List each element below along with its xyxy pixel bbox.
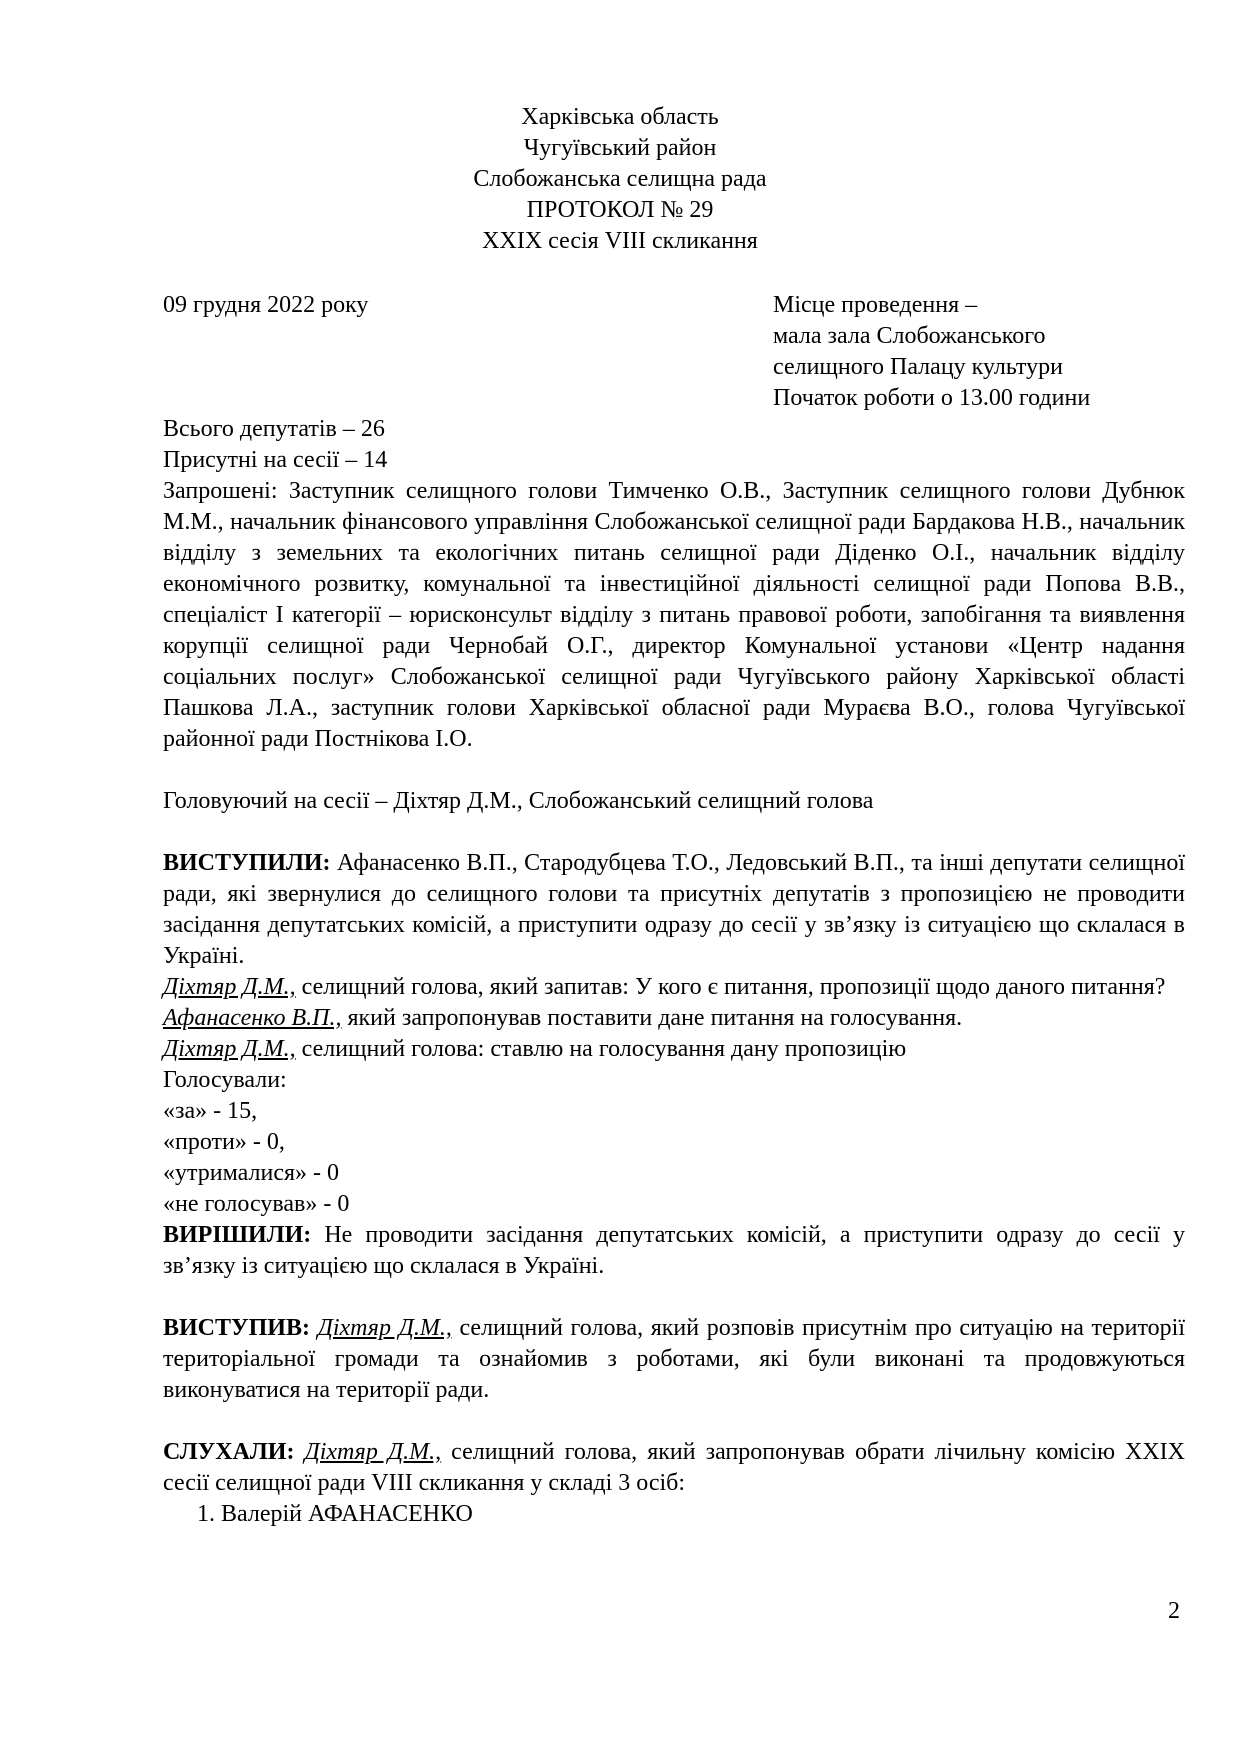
vote-against: «проти» - 0, (163, 1129, 285, 1155)
speaker-name: Діхтяр Д.М., (304, 1439, 442, 1465)
heard-text: селищний голова, який запропонував обрати лічильну комісію XXIX сесії селищної ради VIII скликання у складі 3 осіб: (163, 1439, 1186, 1496)
session-line: XXIX сесія VIII скликання (482, 228, 758, 254)
speaker-text: який запропонував поставити дане питання на голосування. (341, 1005, 963, 1031)
council-line: Слобожанська селищна рада (473, 166, 767, 192)
present-deputies: Присутні на сесії – 14 (163, 447, 388, 473)
decision-label: ВИРІШИЛИ: (163, 1222, 312, 1248)
speaker-vote-call (163, 1034, 1185, 1065)
vote-none: «не голосував» - 0 (163, 1191, 350, 1217)
start-time: Початок роботи о 13.00 години (773, 385, 1091, 411)
speech-text: селищний голова, який розповів присутнім про ситуацію на території територіальної громади та ознайомив з роботами, які були виконані та продовжуються виконуватися на території ради. (163, 1315, 1185, 1403)
chair-line: Головуючий на сесії – Діхтяр Д.М., Слобожанський селищний голова (163, 788, 874, 814)
speaker-name: Афанасенко В.П., (163, 1005, 342, 1031)
speakers-text: Афанасенко В.П., Стародубцева Т.О., Ледовський В.П., та інші депутати селищної ради, які звернулися до селищного голови та присутніх депутатів з пропозицією не проводити засідання депутатських комісій, а приступити одразу до сесії у зв’язку із ситуацією що склалася в Україні. (163, 850, 1185, 969)
region-line: Харківська область (521, 104, 719, 130)
place-line2: селищного Палацу культури (773, 354, 1063, 380)
total-deputies: Всього депутатів – 26 (163, 416, 385, 442)
speaker-text: селищний голова: ставлю на голосування дану пропозицію (295, 1036, 907, 1062)
district-line: Чугуївський район (523, 135, 717, 161)
voted-label: Голосували: (163, 1067, 287, 1093)
speech-label: ВИСТУПИВ: (163, 1315, 310, 1341)
heard-label: СЛУХАЛИ: (163, 1439, 295, 1465)
meeting-place (773, 290, 1090, 414)
vote-for: «за» - 15, (163, 1098, 258, 1124)
speaker-name: Діхтяр Д.М., (163, 974, 296, 1000)
speaker-name: Діхтяр Д.М., (317, 1315, 452, 1341)
protocol-title: ПРОТОКОЛ № 29 (526, 197, 714, 223)
page-number: 2 (1168, 1598, 1180, 1624)
speaker-text: селищний голова, який запитав: У кого є питання, пропозиції щодо даного питання? (295, 974, 1166, 1000)
speakers-paragraph (163, 848, 1185, 972)
decision-text: Не проводити засідання депутатських комісій, а приступити одразу до сесії у зв’язку із ситуацією що склалася в Україні. (163, 1222, 1185, 1279)
document-header (0, 102, 1240, 257)
meeting-date: 09 грудня 2022 року (163, 292, 369, 318)
speakers-label: ВИСТУПИЛИ: (163, 850, 331, 876)
speaker-question (163, 972, 1185, 1003)
speaker-proposal (163, 1003, 1185, 1034)
invited-paragraph: Запрошені: Заступник селищного голови Тимченко О.В., Заступник селищного голови Дубнюк М.М., начальник фінансового управління Слобожанської селищної ради Бардакова Н.В., начальник відділу з земельних та екологічних питань селищної ради Діденко О.І., начальник відділу економічного розвитку, комунальної та інвестиційної діяльності селищної ради Попова В.В., спеціаліст І категорії – юрисконсульт відділу з питань правової роботи, запобігання та виявлення корупції селищної ради Чернобай О.Г., директор Комунальної установи «Центр надання соціальних послуг» Слобожанської селищної ради Чугуївського району Харківської області Пашкова Л.А., заступник голови Харківської обласної ради Мураєва В.О., голова Чугуївської районної ради Постнікова І.О. (163, 478, 1185, 752)
speech-paragraph (163, 1313, 1185, 1406)
vote-abstain: «утрималися» - 0 (163, 1160, 340, 1186)
place-line1: мала зала Слобожанського (773, 323, 1046, 349)
protocol-body (163, 414, 1185, 1530)
place-label: Місце проведення – (773, 292, 978, 318)
heard-paragraph (163, 1437, 1185, 1499)
decision-paragraph (163, 1220, 1185, 1282)
speaker-name: Діхтяр Д.М., (163, 1036, 296, 1062)
list-item: 1. Валерій АФАНАСЕНКО (197, 1501, 473, 1527)
